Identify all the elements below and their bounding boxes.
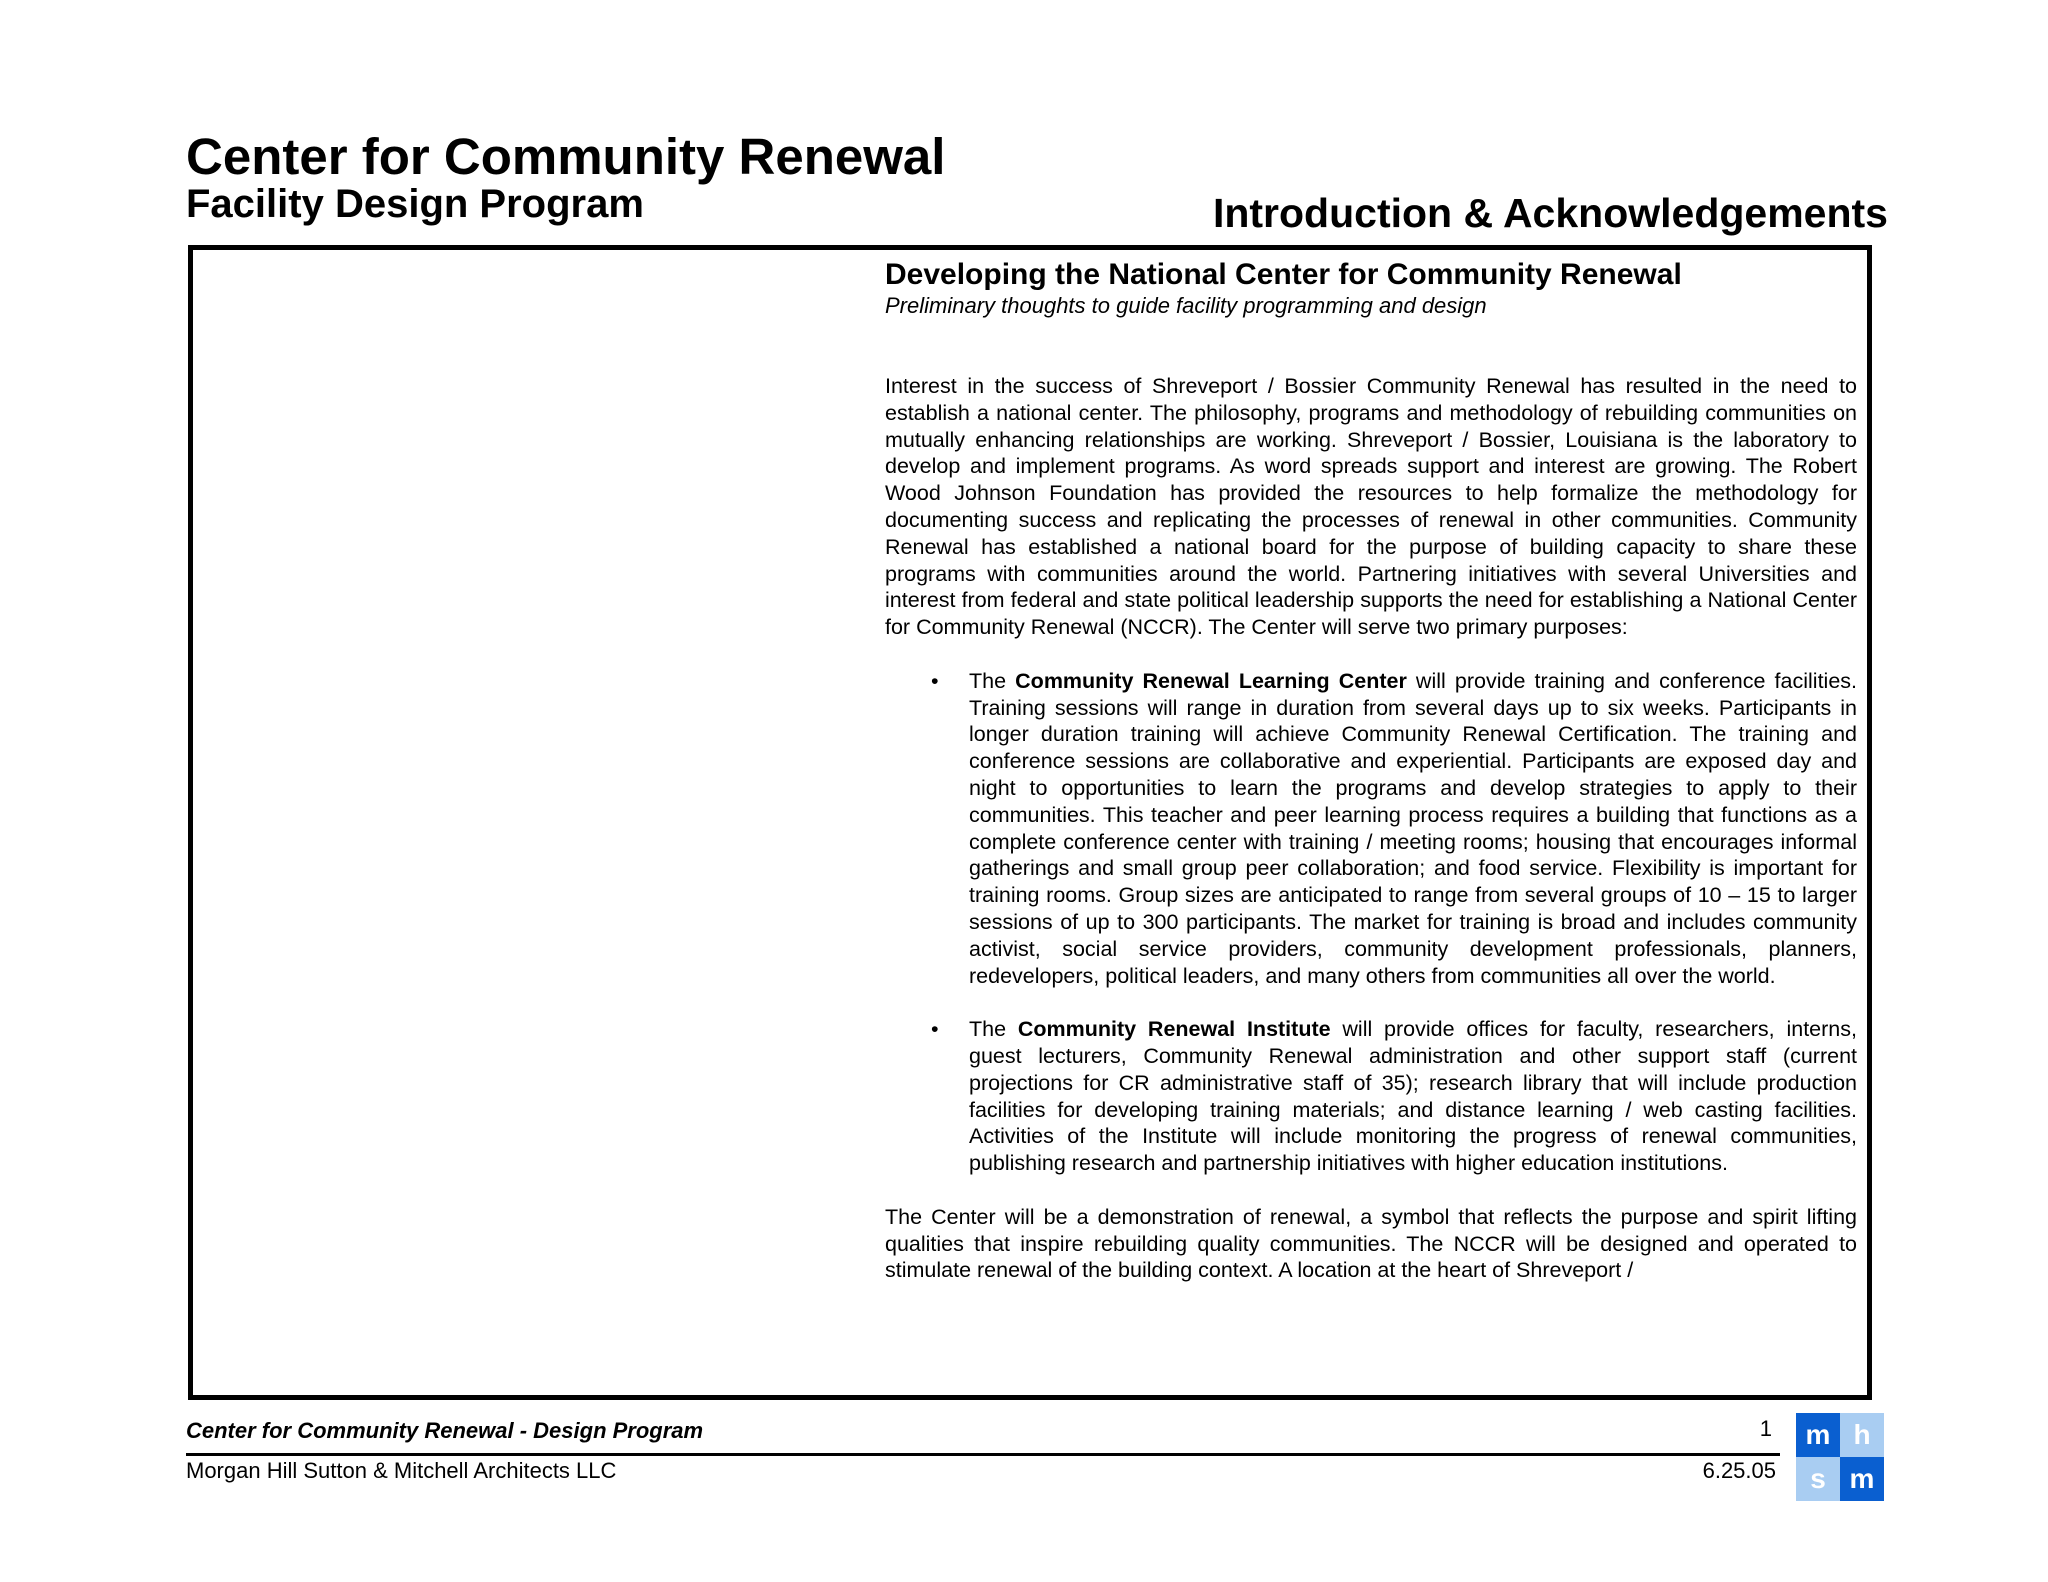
article-subheading: Preliminary thoughts to guide facility programming and design: [885, 293, 1487, 318]
footer-date: 6.25.05: [1702, 1458, 1776, 1483]
list-item: [931, 1016, 1857, 1177]
footer-divider: [186, 1453, 1780, 1456]
bullet-bold-term: Community Renewal Learning Center: [1015, 668, 1407, 693]
page-number: 1: [1759, 1416, 1772, 1441]
bullet-text: will provide training and conference facilities. Training sessions will range in duration from several days up to six weeks. Participants in longer duration training will achieve Community Renewal Certification. The training and conference sessions are collaborative and experiential. Participants are exposed day and night to opportunities to learn the programs and develop strategies to apply to their communities. This teacher and peer learning process requires a building that functions as a complete conference center with training / meeting rooms; housing that encourages informal gatherings and small group peer collaboration; and food service. Flexibility is important for training rooms. Group sizes are anticipated to range from several groups of 10 – 15 to larger sessions of up to 300 participants. The market for training is broad and includes community activist, social service providers, community development professionals, planners, redevelopers, political leaders, and many others from communities all over the world.: [969, 668, 1857, 988]
logo-letter-h: h: [1840, 1413, 1884, 1457]
document-title: Center for Community Renewal: [186, 128, 946, 185]
bullet-lead: The: [969, 1017, 1018, 1042]
text-column: [885, 258, 1857, 1311]
firm-logo: [1796, 1413, 1884, 1501]
article-heading: Developing the National Center for Community Renewal: [885, 258, 1682, 291]
document-subtitle: Facility Design Program: [186, 182, 644, 226]
footer-firm-name: Morgan Hill Sutton & Mitchell Architects LLC: [186, 1458, 617, 1483]
list-item: [931, 668, 1857, 990]
bullet-icon: •: [931, 668, 939, 693]
bullet-text: will provide offices for faculty, researchers, interns, guest lecturers, Community Renewal administration and other support staff (current projections for CR administrative staff of 35); research library that will include production facilities for developing training materials; and distance learning / web casting facilities. Activities of the Institute will include monitoring the progress of renewal communities, publishing research and partnership initiatives with higher education institutions.: [969, 1017, 1857, 1176]
bullet-bold-term: Community Renewal Institute: [1017, 1017, 1331, 1042]
logo-letter-s: s: [1796, 1457, 1840, 1501]
purpose-list: [885, 668, 1857, 1177]
logo-letter-m-bottom: m: [1840, 1457, 1884, 1501]
closing-paragraph: The Center will be a demonstration of renewal, a symbol that reflects the purpose and spirit lifting qualities that inspire rebuilding quality communities. The NCCR will be designed and operated to stimulate renewal of the building context. A location at the heart of Shreveport /: [885, 1204, 1857, 1283]
footer-document-title: Center for Community Renewal - Design Program: [186, 1418, 704, 1443]
logo-letter-m-top: m: [1796, 1413, 1840, 1457]
bullet-icon: •: [931, 1017, 939, 1042]
section-title: Introduction & Acknowledgements: [1212, 190, 1888, 236]
bullet-lead: The: [969, 668, 1016, 693]
intro-paragraph: Interest in the success of Shreveport / Bossier Community Renewal has resulted in the need to establish a national center. The philosophy, programs and methodology of rebuilding communities on mutually enhancing relationships are working. Shreveport / Bossier, Louisiana is the laboratory to develop and implement programs. As word spreads support and interest are growing. The Robert Wood Johnson Foundation has provided the resources to help formalize the methodology for documenting success and replicating the processes of renewal in other communities. Community Renewal has established a national board for the purpose of building capacity to share these programs with communities around the world. Partnering initiatives with several Universities and interest from federal and state political leadership supports the need for establishing a National Center for Community Renewal (NCCR). The Center will serve two primary purposes:: [885, 374, 1857, 640]
